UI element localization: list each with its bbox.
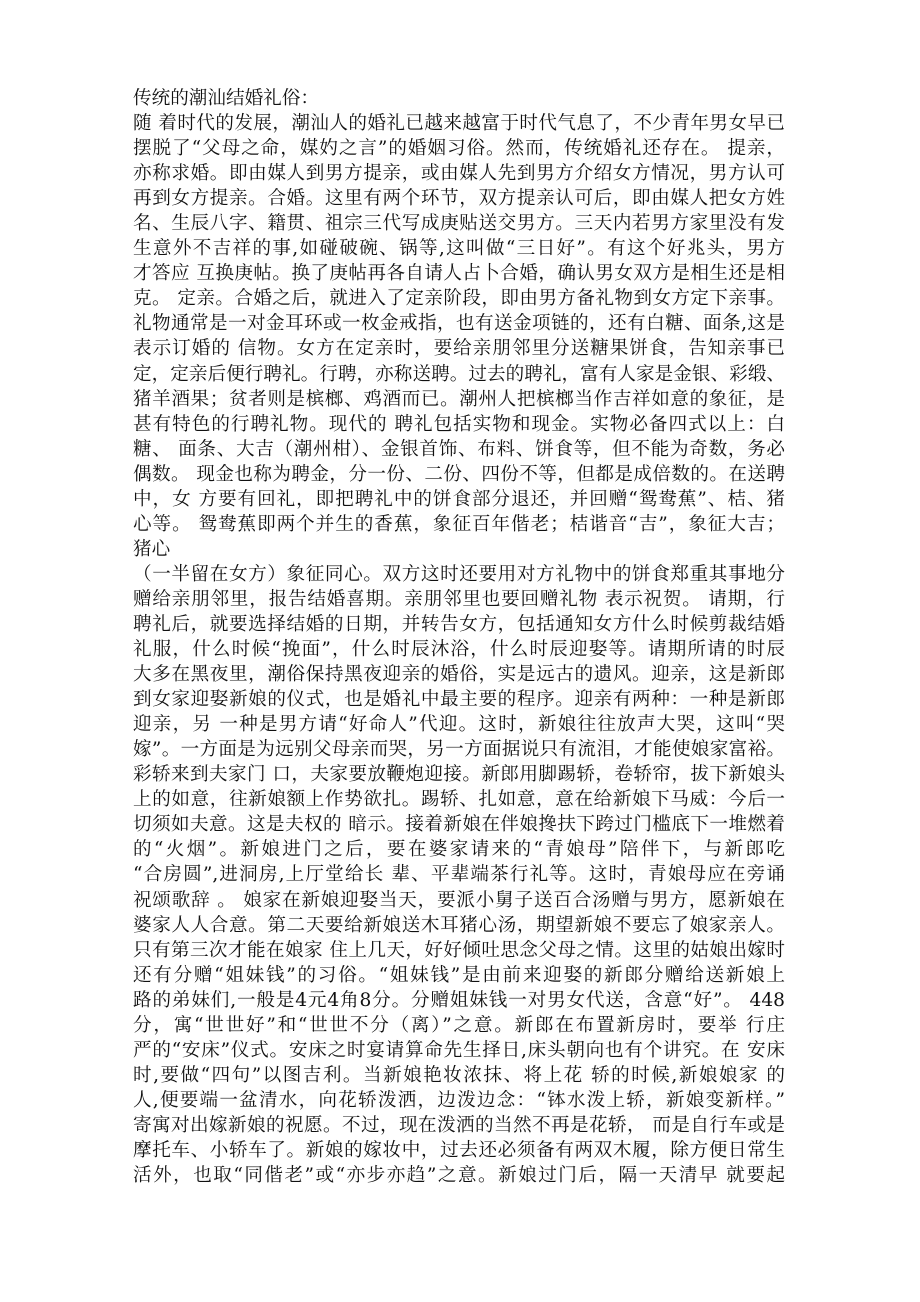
text-line: 克。 定亲。合婚之后，就进入了定亲阶段，即由男方备礼物到女方定下亲事。: [133, 288, 785, 310]
text-line: 礼服，什么时候“挽面”，什么时辰沐浴，什么时辰迎娶等。请期所请的时辰: [133, 639, 785, 661]
text-line: 糖、 面条、大吉（潮州柑）、金银首饰、布料、饼食等，但不能为奇数，务必: [133, 438, 785, 460]
text-line: “合房圆”,进洞房,上厅堂给长 辈、平辈端茶行礼等。这时，青娘母应在旁诵: [133, 864, 785, 886]
text-line: 的“火烟”。新娘进门之后，要在婆家请来的“青娘母”陪伴下，与新郎吃: [133, 839, 785, 861]
text-line: 甚有特色的行聘礼物。现代的 聘礼包括实物和现金。实物必备四式以上：白: [133, 413, 785, 435]
text-line: 猪羊酒果；贫者则是槟榔、鸡酒而已。潮州人把槟榔当作吉祥如意的象征，是: [133, 388, 785, 410]
text-line: 只有第三次才能在娘家 住上几天，好好倾吐思念父母之情。这里的姑娘出嫁时: [133, 939, 785, 961]
text-line: 严的“安床”仪式。安床之时宴请算命先生择日,床头朝向也有个讲究。在 安床: [133, 1039, 785, 1061]
text-line: 时,要做“四句”以图吉利。当新娘艳妆浓抹、将上花 轿的时候,新娘娘家 的: [133, 1064, 785, 1086]
text-line: 祝颂歌辞 。 娘家在新娘迎娶当天，要派小舅子送百合汤赠与男方，愿新娘在: [133, 889, 785, 911]
text-line: 随 着时代的发展，潮汕人的婚礼已越来越富于时代气息了，不少青年男女早已: [133, 113, 785, 135]
text-line: 赠给亲朋邻里，报告结婚喜期。亲朋邻里也要回赠礼物 表示祝贺。 请期，行: [133, 588, 785, 610]
text-line: 亦称求婚。即由媒人到男方提亲，或由媒人先到男方介绍女方情况，男方认可: [133, 163, 785, 185]
text-line: 还有分赠“姐妹钱”的习俗。“姐妹钱”是由前来迎娶的新郎分赠给送新娘上: [133, 964, 785, 986]
text-line: 名、生辰八字、籍贯、祖宗三代写成庚贴送交男方。三天内若男方家里没有发: [133, 213, 785, 235]
text-line: 路的弟妹们,一般是4元4角8分。分赠姐妹钱一对男女代送，含意“好”。 448: [133, 989, 785, 1011]
text-line: 中，女 方要有回礼，即把聘礼中的饼食部分退还，并回赠“鸳鸯蕉”、桔、猪: [133, 488, 785, 510]
text-line: 心等。 鸳鸯蕉即两个并生的香蕉，象征百年偕老；桔谐音“吉”，象征大吉；: [133, 513, 785, 535]
text-line: 摩托车、小轿车了。新娘的嫁妆中，过去还必须备有两双木履，除方便日常生: [133, 1139, 785, 1161]
text-line: 礼物通常是一对金耳环或一枚金戒指，也有送金项链的，还有白糖、面条,这是: [133, 313, 785, 335]
text-line: 猪心: [133, 538, 171, 560]
text-line: 才答应 互换庚帖。换了庚帖再各自请人占卜合婚，确认男女双方是相生还是相: [133, 263, 785, 285]
text-line: 彩轿来到夫家门 口，夫家要放鞭炮迎接。新郎用脚踢轿，卷轿帘，拔下新娘头: [133, 764, 785, 786]
text-line: 表示订婚的 信物。女方在定亲时，要给亲朋邻里分送糖果饼食，告知亲事已: [133, 338, 785, 360]
text-line: 聘礼后，就要选择结婚的日期，并转告女方，包括通知女方什么时候剪裁结婚: [133, 613, 785, 635]
text-line: （一半留在女方）象征同心。双方这时还要用对方礼物中的饼食郑重其事地分: [133, 563, 785, 585]
text-line: 大多在黑夜里，潮俗保持黑夜迎亲的婚俗，实是远古的遗风。迎亲，这是新郎: [133, 664, 785, 686]
text-line: 摆脱了“父母之命，媒妁之言”的婚姻习俗。然而，传统婚礼还存在。 提亲，: [133, 138, 785, 160]
text-line: 人,便要端一盆清水，向花轿泼洒，边泼边念：“钵水泼上轿，新娘变新样。”: [133, 1089, 785, 1111]
text-line: 生意外不吉祥的事,如碰破碗、锅等,这叫做“三日好”。有这个好兆头，男方: [133, 238, 785, 260]
text-line: 到女家迎娶新娘的仪式，也是婚礼中最主要的程序。迎亲有两种：一种是新郎: [133, 689, 785, 711]
text-line: 寄寓对出嫁新娘的祝愿。不过，现在泼洒的当然不再是花轿， 而是自行车或是: [133, 1114, 785, 1136]
text-line: 嫁”。一方面是为远别父母亲而哭，另一方面据说只有流泪，才能使娘家富裕。: [133, 739, 785, 761]
text-line: 切须如夫意。这是夫权的 暗示。接着新娘在伴娘搀扶下跨过门槛底下一堆燃着: [133, 814, 785, 836]
text-line: 偶数。 现金也称为聘金，分一份、二份、四份不等，但都是成倍数的。在送聘: [133, 463, 785, 485]
document-body: [133, 86, 785, 1188]
text-line: 迎亲，另 一种是男方请“好命人”代迎。这时，新娘往往放声大哭，这叫“哭: [133, 714, 785, 736]
document-title: 传统的潮汕结婚礼俗：: [133, 88, 319, 109]
text-line: 婆家人人合意。第二天要给新娘送木耳猪心汤，期望新娘不要忘了娘家亲人。: [133, 914, 785, 936]
text-line: 分，寓“世世好”和“世世不分（离）”之意。新郎在布置新房时，要举 行庄: [133, 1014, 785, 1036]
text-line: 定，定亲后便行聘礼。行聘，亦称送聘。过去的聘礼，富有人家是金银、彩缎、: [133, 363, 785, 385]
text-line: 再到女方提亲。合婚。这里有两个环节，双方提亲认可后，即由媒人把女方姓: [133, 188, 785, 210]
text-line: 活外，也取“同偕老”或“亦步亦趋”之意。新娘过门后，隔一天清早 就要起: [133, 1165, 785, 1187]
text-line: 上的如意，往新娘额上作势欲扎。踢轿、扎如意，意在给新娘下马威：今后一: [133, 789, 785, 811]
